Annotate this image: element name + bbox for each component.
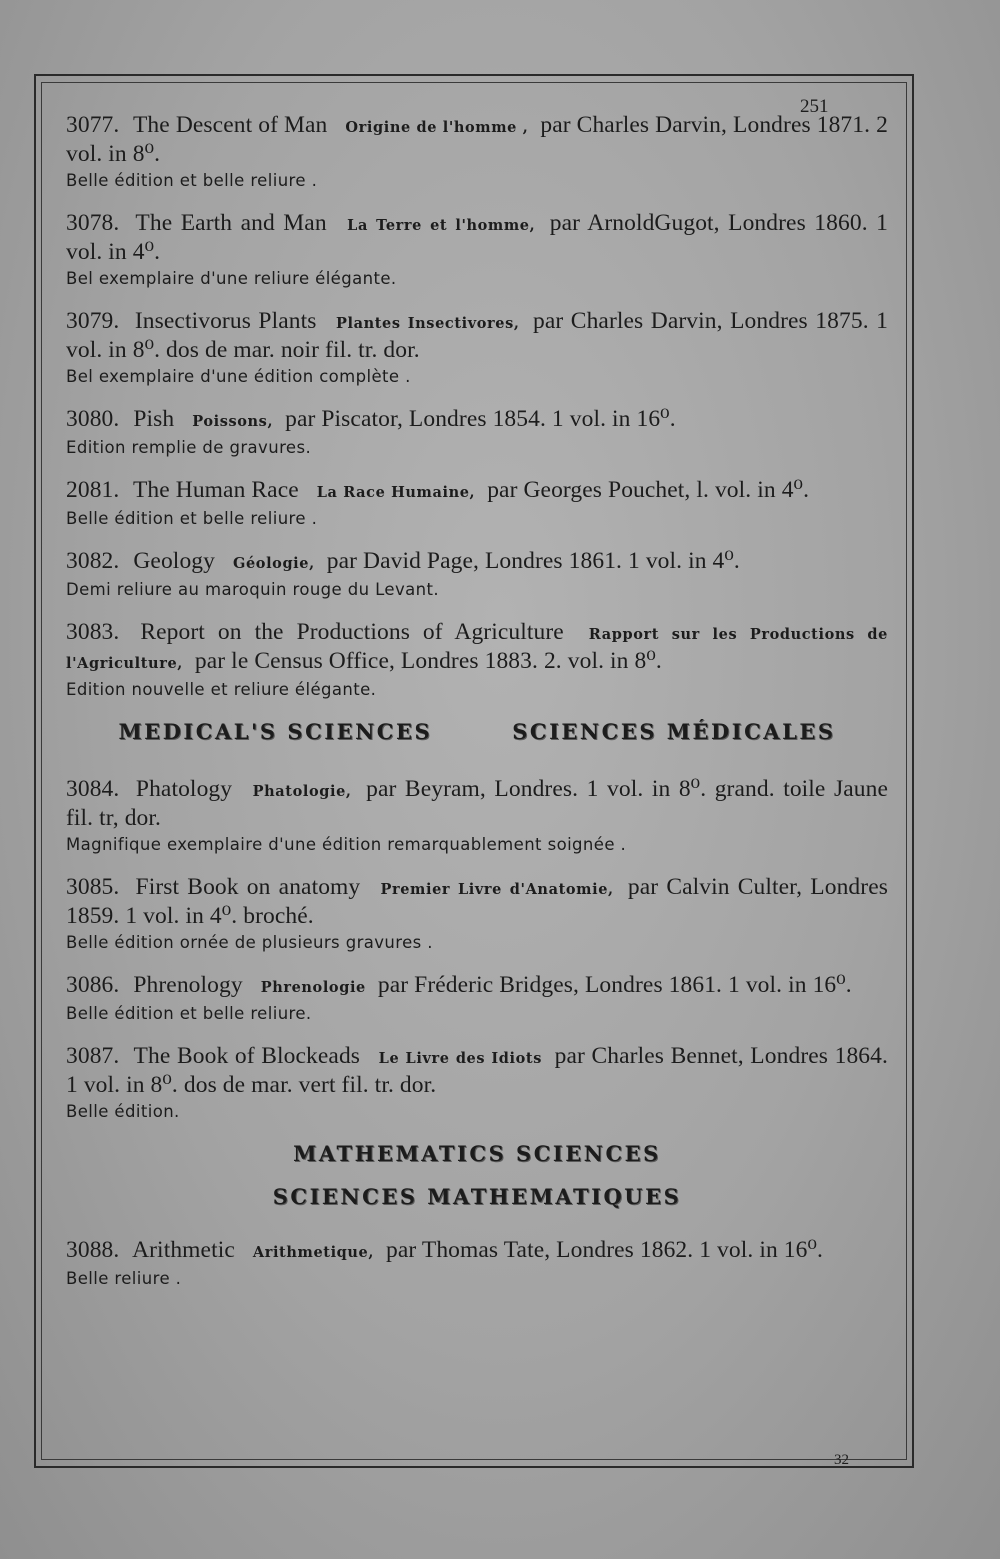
entry-details: par le Census Office, Londres 1883. 2. vol. in 8⁰. [194,648,662,674]
entry-details: par Charles Darvin, Londres 1871. 2 vol. in 8⁰. [66,112,888,167]
entry-english-title: Phatology [135,776,233,802]
sheet-mark: 32 [834,1452,849,1468]
entry-english-title: The Book of Blockeads [133,1043,361,1069]
catalogue-entry [66,619,888,702]
entry-note: Belle reliure . [66,1269,182,1288]
entry-line [66,776,888,832]
catalogue-entry [66,1237,888,1291]
catalogue-entry [66,406,888,460]
entry-line [66,548,888,577]
catalogue-entry [66,308,888,389]
entry-english-title: Phrenology [133,972,243,998]
catalogue-listing [66,112,888,1308]
entry-number: 3078. [66,210,120,236]
entry-number: 2081. [66,477,120,503]
entry-details: par Georges Pouchet, l. vol. in 4⁰. [487,477,810,503]
entry-number: 3077. [66,112,120,138]
entry-french-title: Arithmetique, [252,1244,375,1261]
entry-note: Edition remplie de gravures. [66,438,312,457]
catalogue-entry [66,112,888,193]
entry-details: par ArnoldGugot, Londres 1860. 1 vol. in 4⁰. [66,210,888,265]
section-heading-medical [66,719,888,744]
entry-number: 3086. [66,972,120,998]
entry-line [66,210,888,266]
entry-line [66,1043,888,1099]
entry-french-title: Plantes Insectivores, [335,315,520,332]
entry-details: par Beyram, Londres. 1 vol. in 8⁰. grand. toile Jaune fil. tr, dor. [66,776,888,831]
entry-line [66,477,888,506]
entry-note: Belle édition. [66,1102,180,1121]
entry-french-title: Premier Livre d'Anatomie, [380,881,614,898]
entry-french-title: Origine de l'homme , [345,119,529,136]
entry-note: Bel exemplaire d'une édition complète . [66,367,411,386]
entry-number: 3084. [66,776,120,802]
entry-number: 3080. [66,406,120,432]
entry-english-title: The Descent of Man [132,112,328,138]
entry-line [66,308,888,364]
section-heading-english: MEDICAL'S SCIENCES [118,719,433,744]
entries-medical [66,776,888,1124]
entry-details: par David Page, Londres 1861. 1 vol. in 4⁰. [326,548,740,574]
entry-details: par Thomas Tate, Londres 1862. 1 vol. in 16⁰. [386,1237,823,1263]
entry-english-title: First Book on anatomy [135,874,361,900]
page-number: 251 [800,96,829,117]
entry-line [66,619,888,677]
entries-top [66,112,888,702]
catalogue-entry [66,1043,888,1124]
section-heading-english: MATHEMATICS SCIENCES [293,1141,661,1166]
entry-french-title: La Terre et l'homme, [347,217,536,234]
entry-note: Belle édition ornée de plusieurs gravures . [66,933,433,952]
entry-english-title: Geology [133,548,215,574]
entry-french-title: Poissons, [192,413,274,430]
entry-french-title: Phatologie, [252,783,352,800]
entry-number: 3085. [66,874,120,900]
catalogue-entry [66,874,888,955]
entry-line [66,406,888,435]
entry-note: Belle édition et belle reliure . [66,509,318,528]
entry-details: par Charles Bennet, Londres 1864. 1 vol. in 8⁰. dos de mar. vert fil. tr. dor. [66,1043,888,1098]
entry-english-title: Arithmetic [132,1237,235,1263]
entry-number: 3082. [66,548,120,574]
entry-english-title: Pish [133,406,175,432]
entry-french-title: Rapport sur les Productions de l'Agriculture, [66,626,888,672]
entry-line [66,112,888,168]
entry-line [66,972,888,1001]
entry-details: par Fréderic Bridges, Londres 1861. 1 vol. in 16⁰. [377,972,852,998]
entry-details: par Piscator, Londres 1854. 1 vol. in 16⁰. [285,406,676,432]
section-heading-math-english-row [66,1141,888,1166]
catalogue-entry [66,548,888,602]
section-heading-french: SCIENCES MATHEMATIQUES [272,1184,682,1209]
catalogue-entry [66,776,888,857]
entry-french-title: Géologie, [232,555,315,572]
entry-line [66,1237,888,1266]
section-heading-math-french-row [66,1184,888,1209]
entry-number: 3083. [66,619,120,645]
catalogue-entry [66,210,888,291]
entry-number: 3087. [66,1043,120,1069]
entry-french-title: Phrenologie [260,979,366,996]
entry-french-title: Le Livre des Idiots [378,1050,542,1067]
entry-note: Belle édition et belle reliure. [66,1004,312,1023]
entry-number: 3079. [66,308,120,334]
entry-english-title: The Human Race [132,477,299,503]
entry-english-title: The Earth and Man [135,210,327,236]
entry-note: Edition nouvelle et reliure élégante. [66,680,377,699]
entry-english-title: Insectivorus Plants [134,308,317,334]
entry-note: Magnifique exemplaire d'une édition remarquablement soignée . [66,835,627,854]
entries-math [66,1237,888,1291]
entry-french-title: La Race Humaine, [316,484,476,501]
catalogue-entry [66,477,888,531]
entry-details: par Charles Darvin, Londres 1875. 1 vol. in 8⁰. dos de mar. noir fil. tr. dor. [66,308,889,363]
entry-note: Demi reliure au maroquin rouge du Levant. [66,580,440,599]
entry-number: 3088. [66,1237,120,1263]
entry-details: par Calvin Culter, Londres 1859. 1 vol. in 4⁰. broché. [66,874,888,929]
entry-english-title: Report on the Productions of Agriculture [140,619,564,645]
section-heading-french: SCIENCES MÉDICALES [512,719,836,744]
entry-line [66,874,888,930]
catalogue-entry [66,972,888,1026]
entry-note: Bel exemplaire d'une reliure élégante. [66,269,397,288]
entry-note: Belle édition et belle reliure . [66,171,318,190]
